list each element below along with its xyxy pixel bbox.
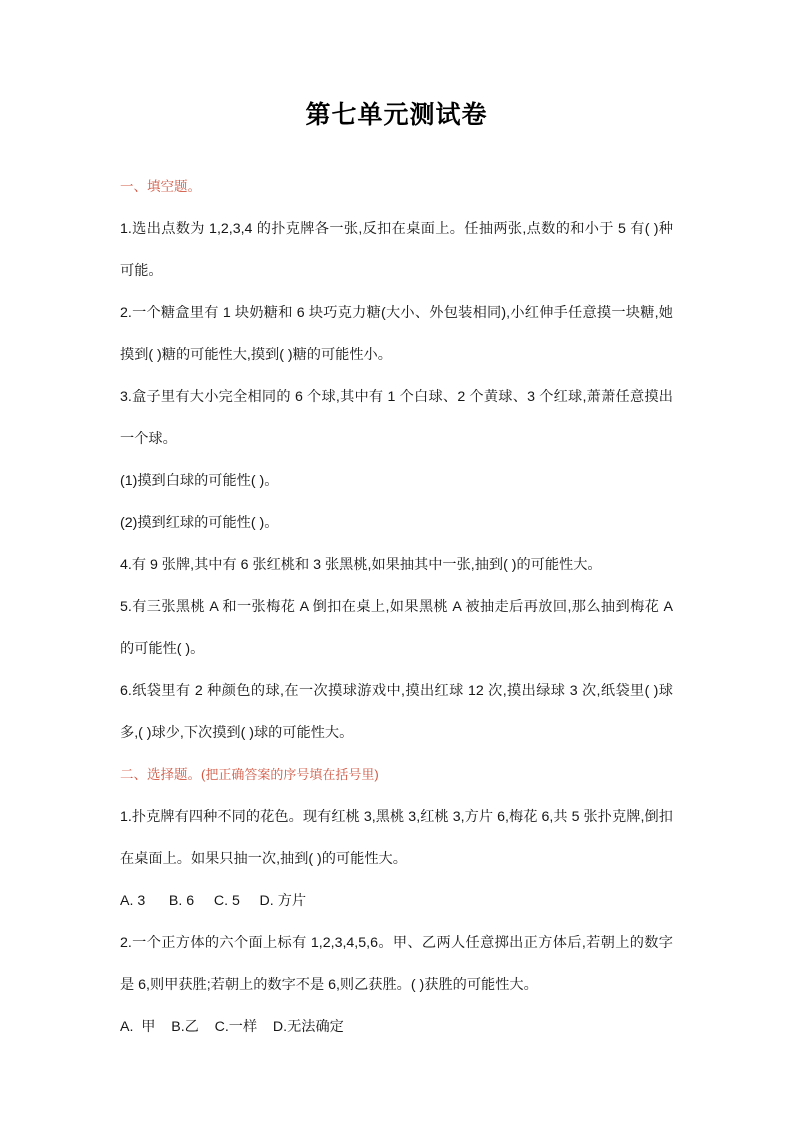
section-heading-multiple-choice (120, 754, 673, 796)
section-heading-fill-in-blank (120, 166, 673, 208)
options-s2-q2: A. 甲 B.乙 C.一样 D.无法确定 (120, 1019, 344, 1035)
page-title: 第七单元测试卷 (305, 101, 488, 129)
question-s1-q2: 2.一个糖盒里有 1 块奶糖和 6 块巧克力糖(大小、外包装相同),小红伸手任意摸一块糖,她摸到( )糖的可能性大,摸到( )糖的可能性小。 (120, 305, 673, 363)
question-s1-q3-sub2: (2)摸到红球的可能性( )。 (120, 515, 279, 531)
question-s1-q1: 1.选出点数为 1,2,3,4 的扑克牌各一张,反扣在桌面上。任抽两张,点数的和小于 5 有( )种可能。 (120, 221, 673, 279)
question-s1-q6: 6.纸袋里有 2 种颜色的球,在一次摸球游戏中,摸出红球 12 次,摸出绿球 3 次,纸袋里( )球多,( )球少,下次摸到( )球的可能性大。 (120, 683, 673, 741)
question-s1-q5: 5.有三张黑桃 A 和一张梅花 A 倒扣在桌上,如果黑桃 A 被抽走后再放回,那么抽到梅花 A 的可能性( )。 (120, 599, 673, 657)
question-s2-q1: 1.扑克牌有四种不同的花色。现有红桃 3,黑桃 3,红桃 3,方片 6,梅花 6,共 5 张扑克牌,倒扣在桌面上。如果只抽一次,抽到( )的可能性大。 (120, 809, 673, 867)
question-s1-q3: 3.盒子里有大小完全相同的 6 个球,其中有 1 个白球、2 个黄球、3 个红球,萧萧任意摸出一个球。 (120, 389, 673, 447)
section-2-heading-note: (把正确答案的序号填在括号里) (201, 767, 379, 782)
question-s1-q3-sub1: (1)摸到白球的可能性( )。 (120, 473, 279, 489)
section-1-heading-text: 一、填空题。 (120, 179, 201, 194)
question-s2-q2: 2.一个正方体的六个面上标有 1,2,3,4,5,6。甲、乙两人任意掷出正方体后,若朝上的数字是 6,则甲获胜;若朝上的数字不是 6,则乙获胜。( )获胜的可能性大。 (120, 935, 673, 993)
question-s1-q4: 4.有 9 张牌,其中有 6 张红桃和 3 张黑桃,如果抽其中一张,抽到( )的可能性大。 (120, 557, 602, 573)
options-s2-q1: A. 3 B. 6 C. 5 D. 方片 (120, 893, 307, 909)
document-content (120, 166, 673, 1048)
section-2-heading-text: 二、选择题。 (120, 767, 201, 782)
